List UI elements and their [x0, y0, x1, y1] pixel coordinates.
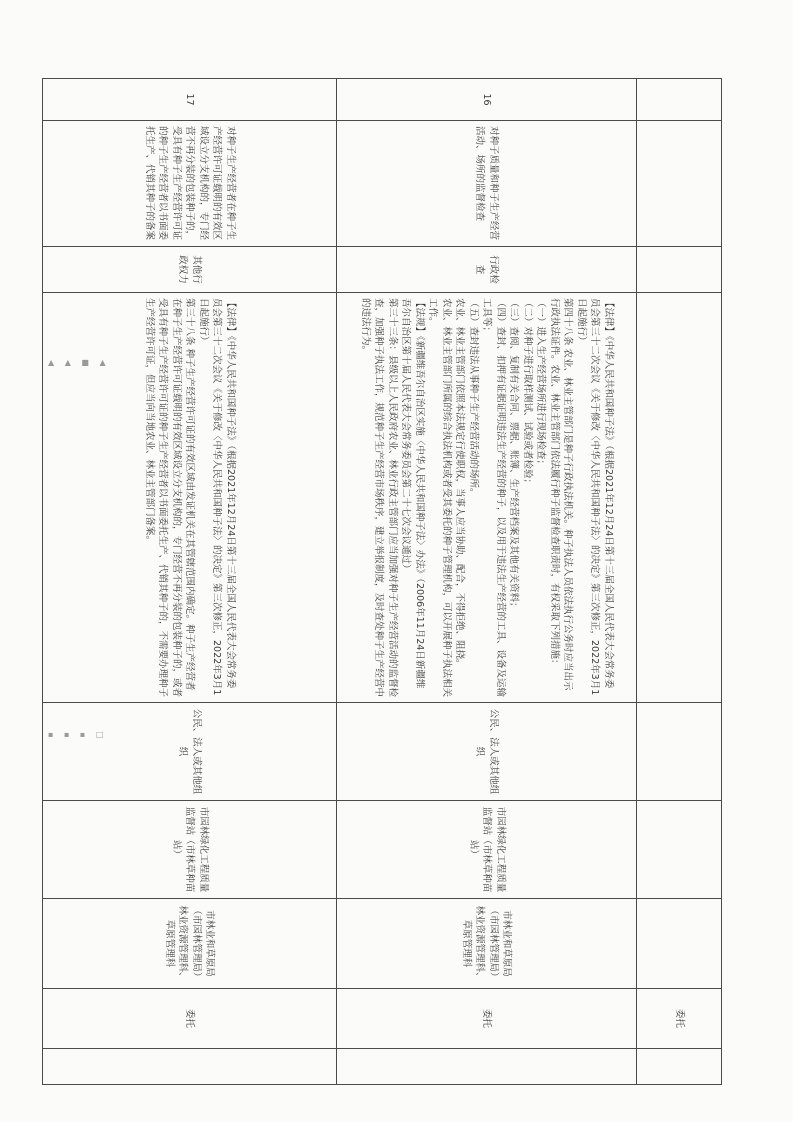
item-name: 对种子质量和种子生产经营活动、场所的监督检查 — [337, 121, 637, 247]
remarks — [43, 1049, 337, 1085]
exercise-mode: 委托 — [337, 989, 637, 1049]
law-paragraph: （四）查封、扣押有证据证明违法生产经营的种子，以及用于违法生产经营的工具、设备及运输工具等； — [481, 298, 506, 698]
law-paragraph: （一）进入生产经营场所进行现场检查； — [535, 298, 547, 470]
implementing-agency: 市园林绿化工程质量监督站（市林草种苗站） — [337, 801, 637, 899]
power-list-table — [42, 78, 722, 1085]
law-paragraph: 农业、林业主管部门依照本法规定行使职权，当事人应当协助、配合，不得拒绝、阻挠。 — [454, 298, 466, 669]
row-number: 17 — [43, 79, 337, 121]
power-category: 其他行政权力 — [43, 247, 337, 293]
table-row — [43, 79, 337, 1085]
power-category: 行政检查 — [337, 247, 637, 293]
law-paragraph: 【法规】《新疆维吾尔自治区实施〈中华人民共和国种子法〉办法》（2006年11月24日新疆维吾尔自治区第十届人民代表大会常务委员会第二十七次会议通过） — [400, 298, 425, 689]
mode-cell: 委托 — [637, 989, 722, 1049]
implementing-agency: 市园林绿化工程质量监督站（市林草种苗站） — [43, 801, 337, 899]
rotated-document-page — [50, 78, 722, 1084]
row-number: 16 — [337, 79, 637, 121]
responsible-subject: 公民、法人或其他组织 — [43, 703, 337, 801]
law-paragraph: 农业、林业主管部门所属的综合执法机构或者受其委托的种子管理机构，可以开展种子执法相关工作。 — [427, 298, 452, 698]
law-paragraph: 第三十三条：县级以上人民政府农业、林业行政主管部门应当加强对种子生产经营活动的监督检查，加强种子执法工作，规范种子生产经营市场秩序，建立举报制度，及时查处种子生产经营中的违法行为。 — [359, 298, 398, 698]
law-paragraph: （五）查封违法从事种子生产经营活动的场所。 — [467, 298, 479, 498]
item-name: 对种子生产经营者在种子生产经营许可证载明的有效区域设立分支机构的，专门经营不再分装的包装种子的，受具有种子生产经营许可证的种子生产经营者以书面委托生产、代销其种子的备案 — [43, 121, 337, 247]
law-paragraph: 第三十八条 种子生产经营许可证的有效区域由发证机关在其管辖范围内确定。种子生产经营者在种子生产经营许可证载明的有效区域设立分支机构的，专门经营不再分装的包装种子的，或者受具有种子生产经营许可证的种子生产经营者以书面委托生产、代销其种子的，不需要办理种子生产经营许可证，但应当向当地农业、林业主管部门备案。 — [143, 298, 196, 698]
responsible-subject: 公民、法人或其他组织 — [337, 703, 637, 801]
law-paragraph: （二）对种子进行取样测试、试验或者检验； — [521, 298, 533, 489]
table-row — [337, 79, 637, 1085]
responsible-department: 市林业和草原局（市园林管理局）林业资源管理科、草原管理科 — [337, 899, 637, 989]
remarks — [337, 1049, 637, 1085]
exercise-mode: 委托 — [43, 989, 337, 1049]
law-paragraph: 【法律】《中华人民共和国种子法》（根据2021年12月24日第十三届全国人民代表大会常务委员会第三十二次会议《关于修改〈中华人民共和国种子法〉的决定》第三次修正，2022年3月1日起施行） — [575, 298, 614, 696]
law-paragraph: 【法律】《中华人民共和国种子法》（根据2021年12月24日第十三届全国人民代表大会常务委员会第三十二次会议《关于修改〈中华人民共和国种子法〉的决定》第三次修正，2022年3月1日起施行） — [197, 298, 236, 696]
table-continuation-row — [637, 79, 722, 1085]
law-paragraph: （三）查阅、复制有关合同、票据、账簿、生产经营档案及其他有关资料； — [508, 298, 520, 612]
legal-basis — [337, 293, 637, 703]
scan-mark: ▲ ▲ ■ ▲ — [48, 358, 110, 367]
responsible-department: 市林业和草原局（市园林管理局）林业资源管理科、草原管理科 — [43, 899, 337, 989]
scan-mark: ▪ ▪ ▪ □ — [48, 730, 108, 739]
legal-basis — [43, 293, 337, 703]
law-paragraph: 第四十八条 农业、林业主管部门是种子行政执法机关。种子执法人员依法执行公务时应当出示行政执法证件。农业、林业主管部门依法履行种子监督检查职责时，有权采取下列措施： — [548, 298, 574, 691]
